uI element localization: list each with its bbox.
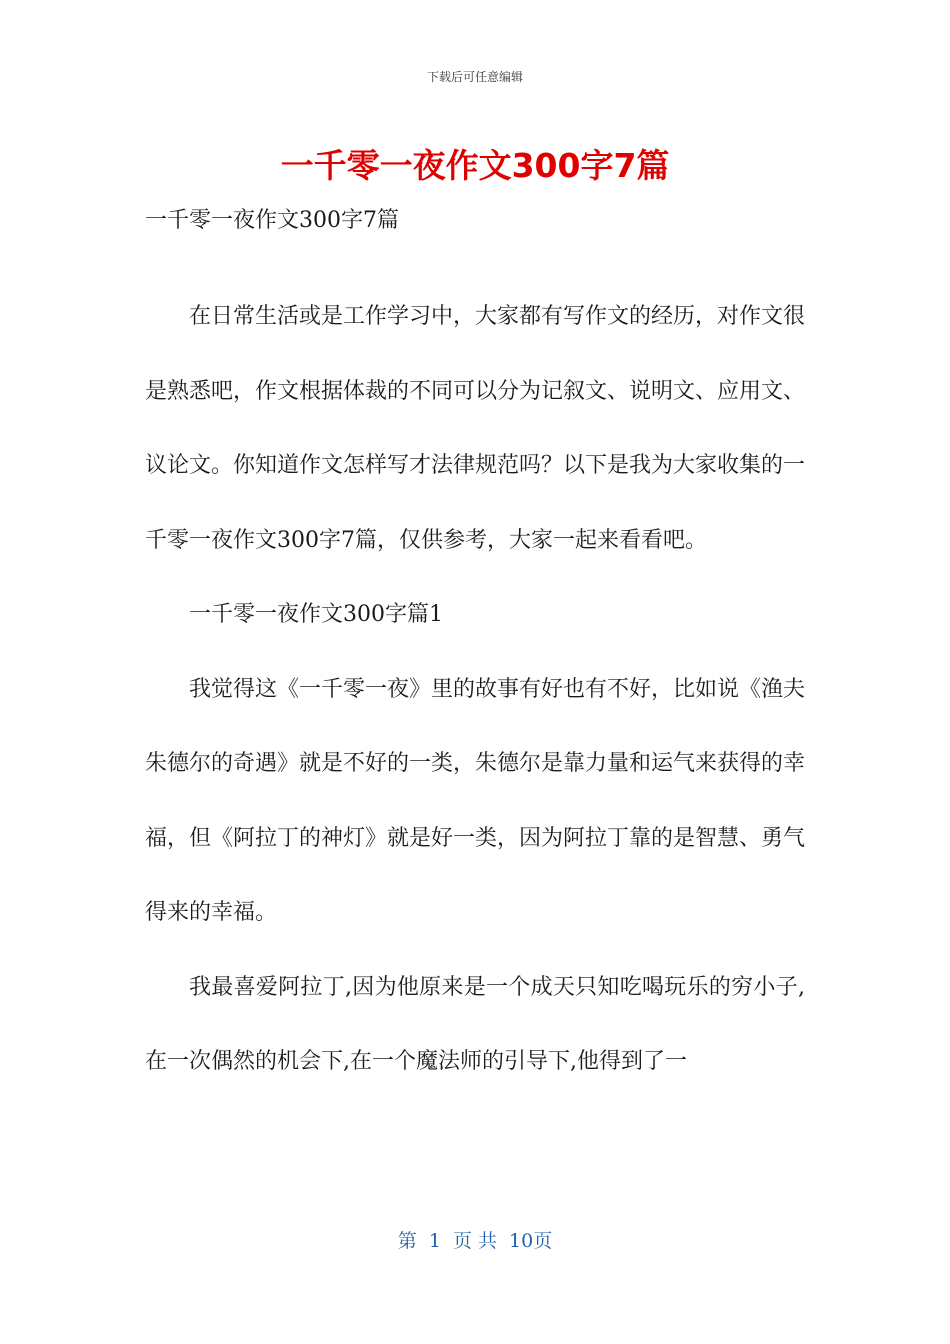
page-number: 1	[428, 1230, 441, 1252]
document-title: 一千零一夜作文300字7篇	[280, 146, 670, 185]
intro-paragraph: 在日常生活或是工作学习中，大家都有写作文的经历，对作文很是熟悉吧，作文根据体裁的不同可以分为记叙文、说明文、应用文、议论文。你知道作文怎样写才法律规范吗？以下是我为大家收集的一千零一夜作文300字7篇，仅供参考，大家一起来看看吧。	[145, 304, 806, 553]
document-body	[145, 280, 805, 1100]
section-heading: 一千零一夜作文300字篇1	[189, 602, 443, 627]
document-subtitle: 一千零一夜作文300字7篇	[145, 208, 399, 233]
header-note: 下载后可任意编辑	[426, 70, 523, 84]
page-prefix: 第	[397, 1230, 417, 1252]
page-footer	[0, 1226, 950, 1253]
total-pages: 10页	[509, 1230, 553, 1252]
body-paragraph: 我最喜爱阿拉丁,因为他原来是一个成天只知吃喝玩乐的穷小子,在一次偶然的机会下,在一个魔法师的引导下,他得到了一	[145, 974, 805, 1074]
body-paragraph: 我觉得这《一千零一夜》里的故事有好也有不好，比如说《渔夫朱德尔的奇遇》就是不好的一类，朱德尔是靠力量和运气来获得的幸福，但《阿拉丁的神灯》就是好一类，因为阿拉丁靠的是智慧、勇气得来的幸福。	[145, 676, 806, 925]
page-middle: 页 共	[452, 1230, 497, 1252]
